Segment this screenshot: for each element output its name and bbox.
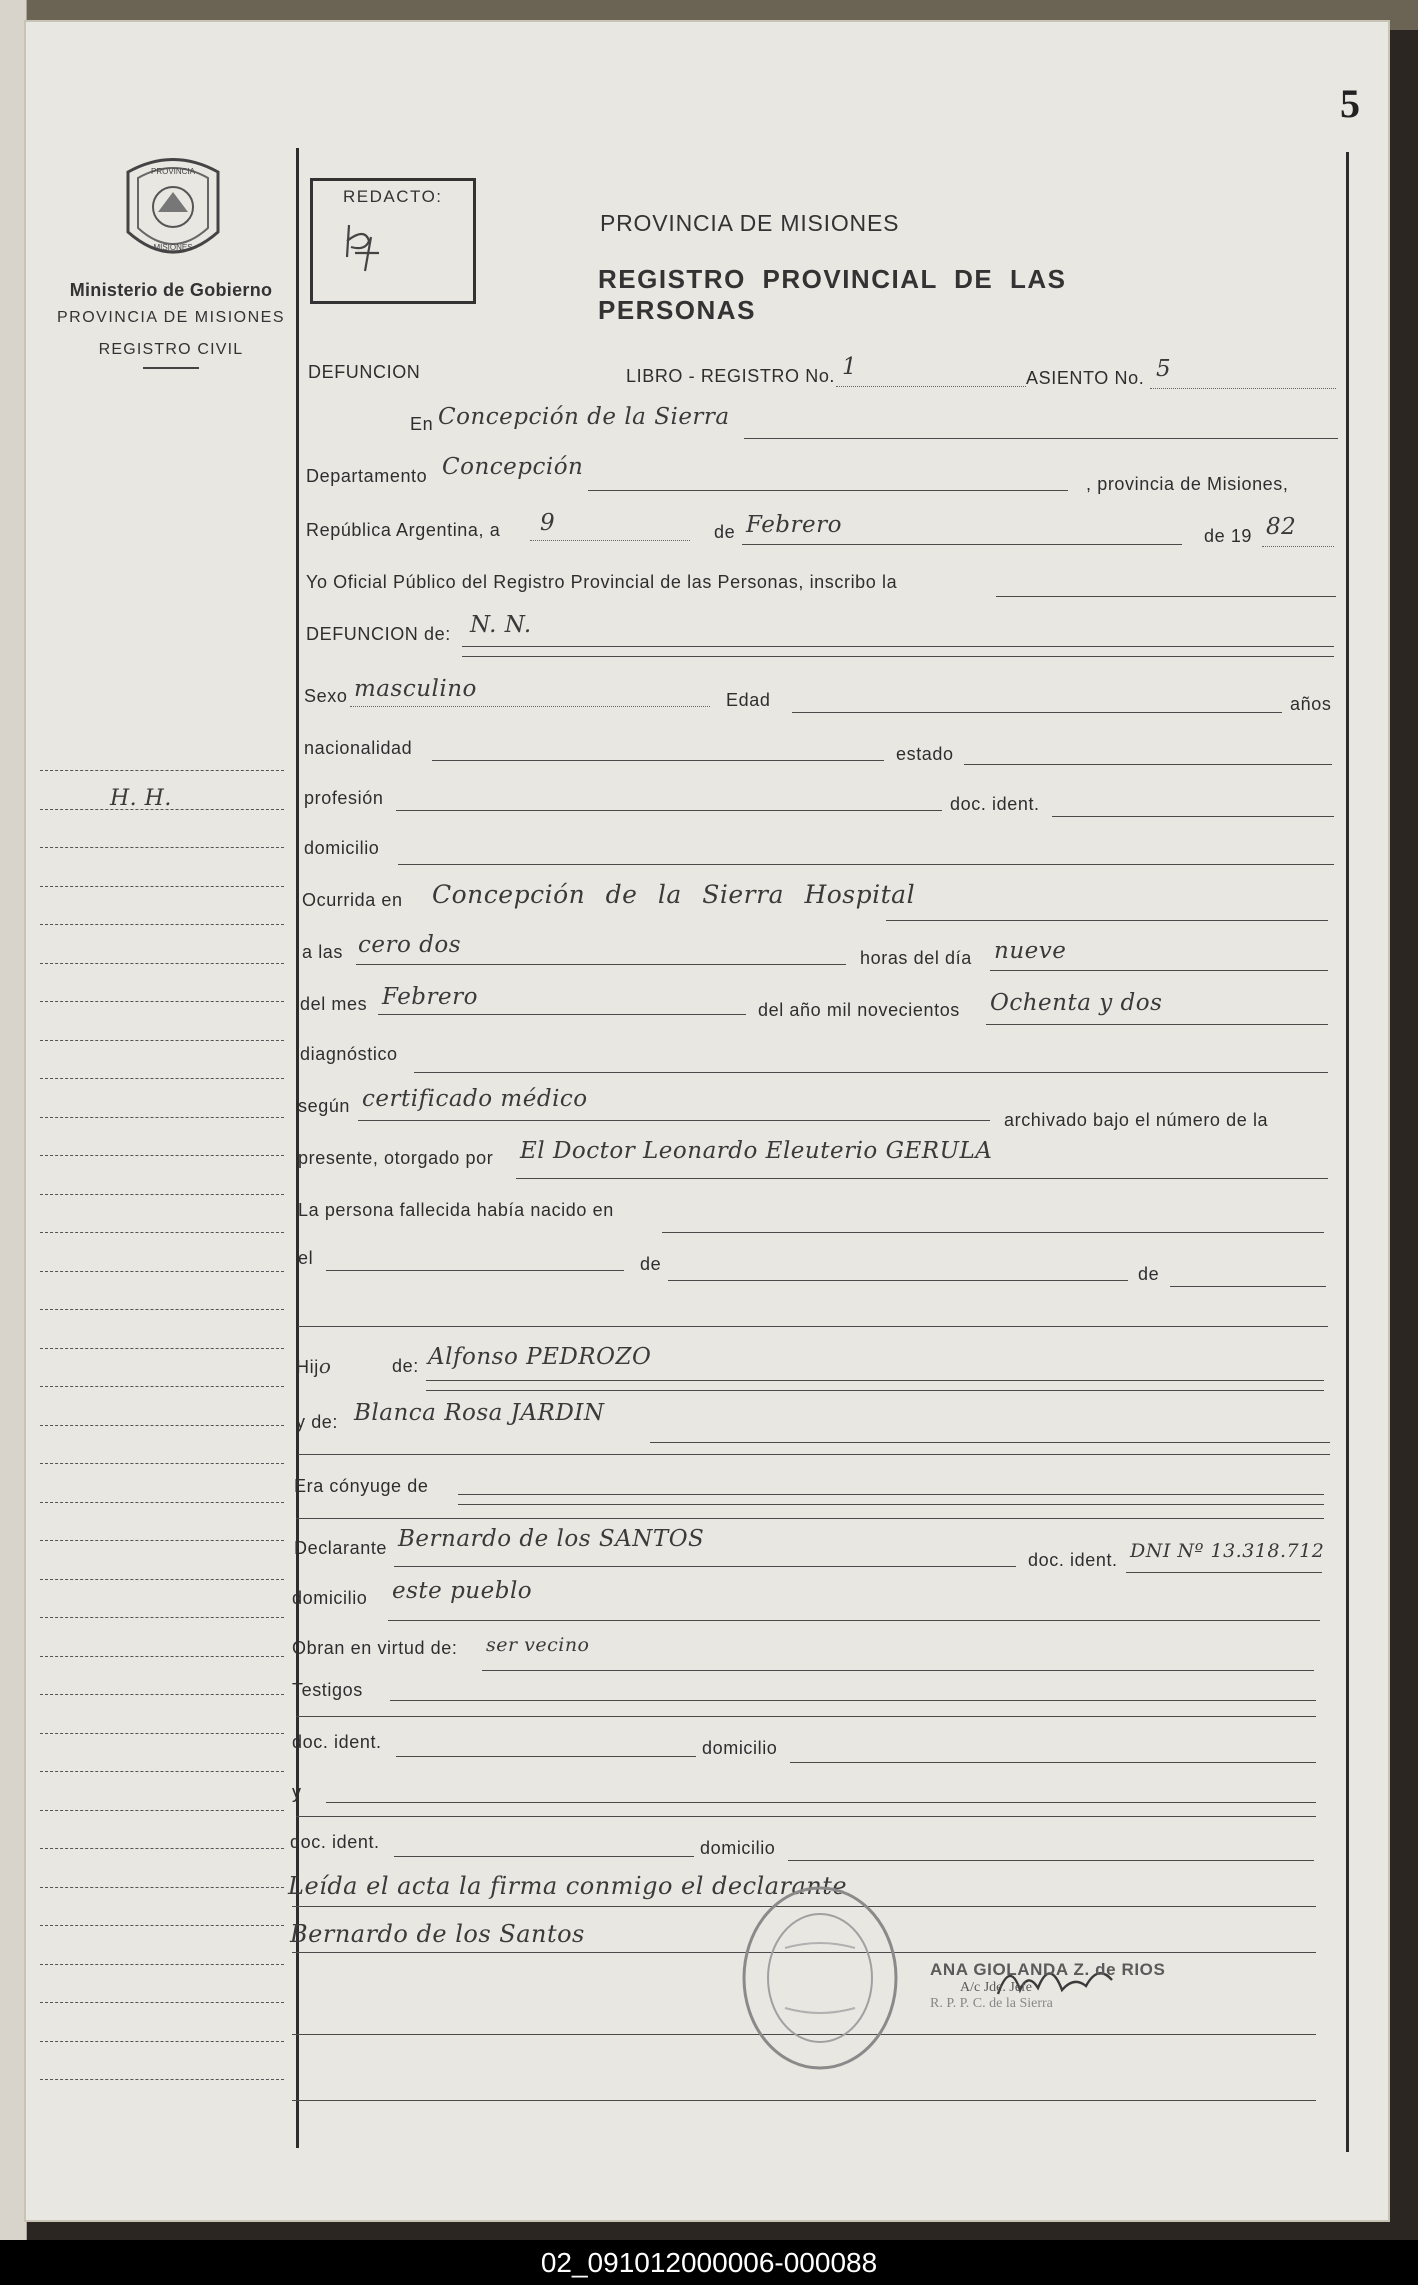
nacionalidad-line [432, 760, 884, 761]
anio-value: 82 [1266, 514, 1297, 540]
right-margin-rule [1346, 152, 1349, 2152]
domicilio-label-1: domicilio [304, 838, 380, 858]
margin-rule-line [40, 1502, 284, 1503]
del-mes-label: del mes [300, 994, 368, 1014]
defuncion-de-label: DEFUNCION de: [306, 624, 451, 644]
header-province: PROVINCIA DE MISIONES [600, 210, 900, 236]
y-line-2 [296, 1816, 1316, 1817]
domicilio-label-4: domicilio [700, 1838, 776, 1858]
margin-rule-line [40, 963, 284, 964]
margin-rule-line [40, 1232, 284, 1233]
doc-ident-label-1: doc. ident. [950, 794, 1040, 814]
ocurrida-line [886, 920, 1328, 921]
madre-value: Blanca Rosa JARDIN [354, 1400, 605, 1426]
registry-round-stamp-icon [735, 1878, 905, 2078]
declarante-signature: Bernardo de los Santos [290, 1920, 585, 1948]
mes2-value: Febrero [382, 984, 478, 1010]
y-label: y [292, 1782, 302, 1802]
image-id-footer: 02_091012000006-000088 [0, 2240, 1418, 2285]
province-seal-icon [118, 152, 228, 272]
hora-value: cero dos [358, 932, 462, 958]
margin-rule-line [40, 1463, 284, 1464]
anio-label: de 19 [1204, 526, 1253, 546]
de-label-2: de [640, 1254, 662, 1274]
madre-line-1 [650, 1442, 1330, 1443]
closing-text: Leída el acta la firma conmigo el declarante [288, 1872, 848, 1900]
margin-rule-line [40, 886, 284, 887]
anio-letras-line [986, 1024, 1328, 1025]
departamento-line [588, 490, 1068, 491]
de-line-3 [1170, 1286, 1326, 1287]
closing-line-4 [292, 2100, 1316, 2101]
margin-rule-line [40, 1194, 284, 1195]
mes-line [742, 544, 1182, 545]
doc-ident-label-2: doc. ident. [1028, 1550, 1118, 1570]
testigos-line-2 [296, 1716, 1316, 1717]
margin-rule-line [40, 1425, 284, 1426]
margin-rule-line [40, 2041, 284, 2042]
diagnostico-label: diagnóstico [300, 1044, 398, 1064]
nacionalidad-label: nacionalidad [304, 738, 413, 758]
doc-ident-line-4 [394, 1856, 694, 1857]
y-line-1 [326, 1802, 1316, 1803]
margin-rule-line [40, 1887, 284, 1888]
domicilio-label-2: domicilio [292, 1588, 368, 1608]
margin-rule-line [40, 1964, 284, 1965]
doc-ident-label-4: doc. ident. [290, 1832, 380, 1852]
margin-rule-line [40, 1810, 284, 1811]
margin-note: H. H. [110, 786, 172, 811]
el-line [326, 1270, 624, 1271]
margin-rule-line [40, 1078, 284, 1079]
presente-line [516, 1178, 1328, 1179]
yo-oficial-text: Yo Oficial Público del Registro Provincial de las Personas, inscribo la [306, 572, 898, 592]
doc-ident-label-3: doc. ident. [292, 1732, 382, 1752]
presente-value: El Doctor Leonardo Eleuterio GERULA [520, 1138, 993, 1164]
declarante-doc-line [1126, 1572, 1322, 1573]
margin-rule-line [40, 1694, 284, 1695]
hijo-label [296, 1354, 331, 1378]
archivado-label: archivado bajo el número de la [1004, 1110, 1269, 1130]
official-name: ANA GIOLANDA Z. de RIOS [930, 1960, 1166, 1979]
sexo-line [350, 706, 710, 707]
madre-line-2 [298, 1454, 1330, 1455]
seal-text-top: PROVINCIA [150, 167, 196, 176]
asiento-label: ASIENTO No. [1026, 368, 1145, 388]
margin-rule-line [40, 1925, 284, 1926]
ocurrida-label: Ocurrida en [302, 890, 403, 910]
anio-letras-value: Ochenta y dos [990, 990, 1163, 1016]
ministry-name: Ministerio de Gobierno [69, 280, 273, 300]
margin-rule-line [40, 1733, 284, 1734]
dia-line [530, 540, 690, 541]
mes2-line [378, 1014, 746, 1015]
republica-label: República Argentina, a [306, 520, 501, 540]
provincia-label: , provincia de Misiones, [1086, 474, 1289, 494]
de-label-1: de [714, 522, 736, 542]
margin-rule-line [40, 770, 284, 771]
dia-letras-line [990, 970, 1328, 971]
defuncion-label: DEFUNCION [308, 362, 421, 382]
estado-label: estado [896, 744, 954, 764]
margin-rule-line [40, 1848, 284, 1849]
anio-line [1262, 546, 1334, 547]
margin-rule-line [40, 1579, 284, 1580]
conyuge-label: Era cónyuge de [294, 1476, 429, 1496]
anios-label: años [1290, 694, 1332, 714]
dia-value: 9 [540, 510, 556, 536]
declarante-domicilio-value: este pueblo [392, 1578, 533, 1604]
margin-rule-line [40, 1386, 284, 1387]
official-office: R. P. P. C. de la Sierra [930, 1996, 1053, 2011]
declarante-value: Bernardo de los SANTOS [398, 1526, 705, 1552]
margin-rule-line [40, 1040, 284, 1041]
libro-label: LIBRO - REGISTRO No. [626, 366, 836, 386]
obran-value: ser vecino [486, 1634, 590, 1656]
hora-line [356, 964, 846, 965]
libro-value: 1 [842, 354, 858, 380]
obran-label: Obran en virtud de: [292, 1638, 458, 1658]
departamento-label: Departamento [306, 466, 428, 486]
padre-value: Alfonso PEDROZO [428, 1344, 652, 1370]
a-las-label: a las [302, 942, 344, 962]
horas-dia-label: horas del día [860, 948, 972, 968]
domicilio-line-4 [788, 1860, 1314, 1861]
margin-rule-line [40, 1117, 284, 1118]
margin-rule-line [40, 847, 284, 848]
presente-label: presente, otorgado por [298, 1148, 494, 1168]
page-number: 5 [1340, 81, 1360, 126]
margin-rule-line [40, 1617, 284, 1618]
hijo-label-text: Hij [296, 1357, 319, 1377]
sexo-label: Sexo [304, 686, 348, 706]
estado-line [964, 764, 1332, 765]
profesion-label: profesión [304, 788, 384, 808]
ocurrida-value: Concepción de la Sierra Hospital [432, 880, 916, 909]
margin-rule-line [40, 1001, 284, 1002]
de-label-3: de [1138, 1264, 1160, 1284]
departamento-value: Concepción [442, 454, 584, 480]
official-signature-block [930, 1960, 1165, 2012]
hijo-suffix: o [318, 1354, 332, 1378]
blank-line-after-birth [298, 1326, 1328, 1327]
redacto-box [310, 178, 476, 304]
margin-rule-line [40, 2079, 284, 2080]
en-label: En [410, 414, 434, 434]
conyuge-line-2 [458, 1504, 1324, 1505]
margin-rule-line [40, 924, 284, 925]
conyuge-line-3 [296, 1518, 1324, 1519]
ministry-province: PROVINCIA DE MISIONES [57, 309, 285, 326]
edad-line [792, 712, 1282, 713]
dia-letras-value: nueve [994, 938, 1067, 964]
defuncion-de-line-2 [462, 656, 1334, 657]
conyuge-line-1 [458, 1494, 1324, 1495]
persona-nacido-label: La persona fallecida había nacido en [298, 1200, 614, 1220]
segun-line [358, 1120, 990, 1121]
el-label: el [298, 1248, 314, 1268]
official-role: A/c Jde. Jefe [960, 1980, 1032, 1995]
doc-ident-line-3 [396, 1756, 696, 1757]
obran-line [482, 1670, 1314, 1671]
margin-rule-line [40, 1771, 284, 1772]
margin-rule-line [40, 2002, 284, 2003]
margin-rule-line [40, 1271, 284, 1272]
en-line [744, 438, 1338, 439]
margin-rule-line [40, 1155, 284, 1156]
libro-line [836, 386, 1026, 387]
segun-label: según [298, 1096, 351, 1116]
testigos-label: Testigos [292, 1680, 363, 1700]
del-anio-label: del año mil novecientos [758, 1000, 960, 1020]
margin-rule-line [40, 1348, 284, 1349]
domicilio-line-3 [790, 1762, 1316, 1763]
en-value: Concepción de la Sierra [438, 404, 730, 430]
margin-rule-line [40, 1309, 284, 1310]
redacto-initials-signature [335, 217, 395, 277]
diagnostico-line [414, 1072, 1328, 1073]
ministry-divider [143, 367, 199, 369]
padre-line-2 [426, 1390, 1324, 1391]
ministry-block [36, 280, 306, 369]
previous-page-edge [0, 0, 27, 2240]
declarante-doc-value: DNI Nº 13.318.712 [1130, 1540, 1325, 1562]
sexo-value: masculino [354, 676, 477, 702]
profesion-line [396, 810, 942, 811]
asiento-line [1150, 388, 1336, 389]
segun-value: certificado médico [362, 1086, 588, 1112]
ministry-registry: REGISTRO CIVIL [98, 341, 244, 358]
declarante-domicilio-line [388, 1620, 1320, 1621]
declarante-line [394, 1566, 1016, 1567]
y-de-label: y de: [296, 1412, 339, 1432]
header-registry: REGISTRO PROVINCIAL DE LAS PERSONAS [598, 264, 1067, 325]
seal-text-bottom: MISIONES [153, 243, 193, 252]
yo-oficial-line [996, 596, 1336, 597]
padre-line-1 [426, 1380, 1324, 1381]
margin-rule-line [40, 1656, 284, 1657]
declarante-label: Declarante [294, 1538, 388, 1558]
domicilio-label-3: domicilio [702, 1738, 778, 1758]
testigos-line-1 [390, 1700, 1316, 1701]
edad-label: Edad [726, 690, 771, 710]
margin-rule-line [40, 1540, 284, 1541]
defuncion-de-value: N. N. [470, 612, 532, 638]
hijo-de-label: de: [392, 1356, 419, 1376]
de-line-2 [668, 1280, 1128, 1281]
doc-ident-line-1 [1052, 816, 1334, 817]
domicilio-line-1 [398, 864, 1334, 865]
defuncion-de-line-1 [462, 646, 1334, 647]
persona-nacido-line [662, 1232, 1324, 1233]
mes-value: Febrero [746, 512, 842, 538]
asiento-value: 5 [1156, 356, 1172, 382]
redacto-label: REDACTO: [343, 187, 443, 206]
